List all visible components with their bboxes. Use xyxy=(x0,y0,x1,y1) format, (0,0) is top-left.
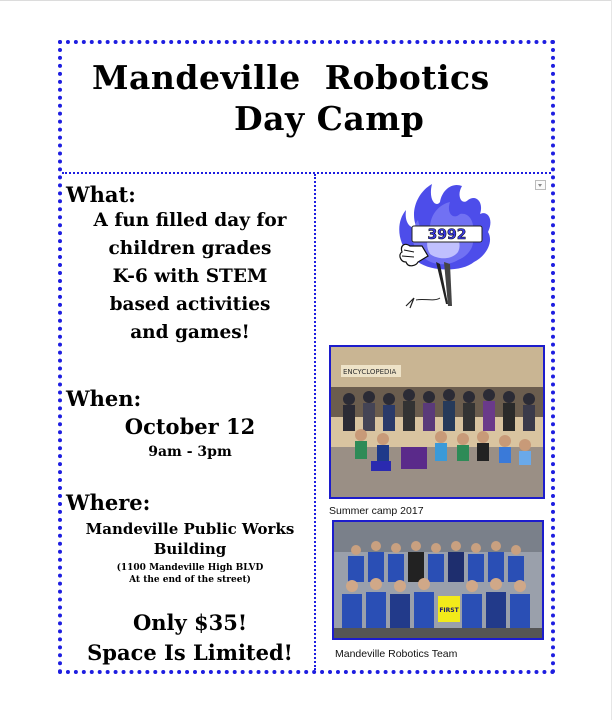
summer-camp-photo xyxy=(329,345,545,499)
chevron-down-icon[interactable] xyxy=(535,180,546,190)
team-photo xyxy=(332,520,544,640)
when-label: When: xyxy=(66,386,142,411)
where-address: (1100 Mandeville High BLVD xyxy=(116,563,264,573)
what-line: based activities xyxy=(109,294,271,315)
what-line: K-6 with STEM xyxy=(112,266,268,287)
what-line: and games! xyxy=(130,322,250,343)
where-venue: Mandeville Public Works xyxy=(85,520,295,538)
where-venue: Building xyxy=(153,540,227,558)
title-line-1: Mandeville Robotics xyxy=(92,58,490,97)
when-time: 9am - 3pm xyxy=(148,444,232,460)
when-date: October 12 xyxy=(124,414,256,439)
page-edge xyxy=(0,0,612,1)
gym-sign-text: ENCYCLOPEDIA xyxy=(343,368,397,376)
title-area xyxy=(62,44,551,172)
media-column xyxy=(318,174,551,670)
flyer-frame xyxy=(58,40,555,674)
where-address: At the end of the street) xyxy=(129,575,251,585)
title-line-2: Day Camp xyxy=(234,99,425,138)
team-caption: Mandeville Robotics Team xyxy=(335,648,458,660)
summer-camp-caption: Summer camp 2017 xyxy=(329,505,424,517)
what-line: children grades xyxy=(108,238,272,259)
where-label: Where: xyxy=(66,490,151,515)
vertical-divider xyxy=(314,174,316,670)
team-banner-text: FIRST xyxy=(439,607,459,614)
limited-line: Space Is Limited! xyxy=(87,640,293,665)
logo-team-number: 3992 xyxy=(427,227,467,243)
what-label: What: xyxy=(66,182,136,207)
price-line: Only $35! xyxy=(132,610,248,635)
what-line: A fun filled day for xyxy=(93,210,287,231)
fist-on-blue-flame-logo xyxy=(388,180,498,330)
